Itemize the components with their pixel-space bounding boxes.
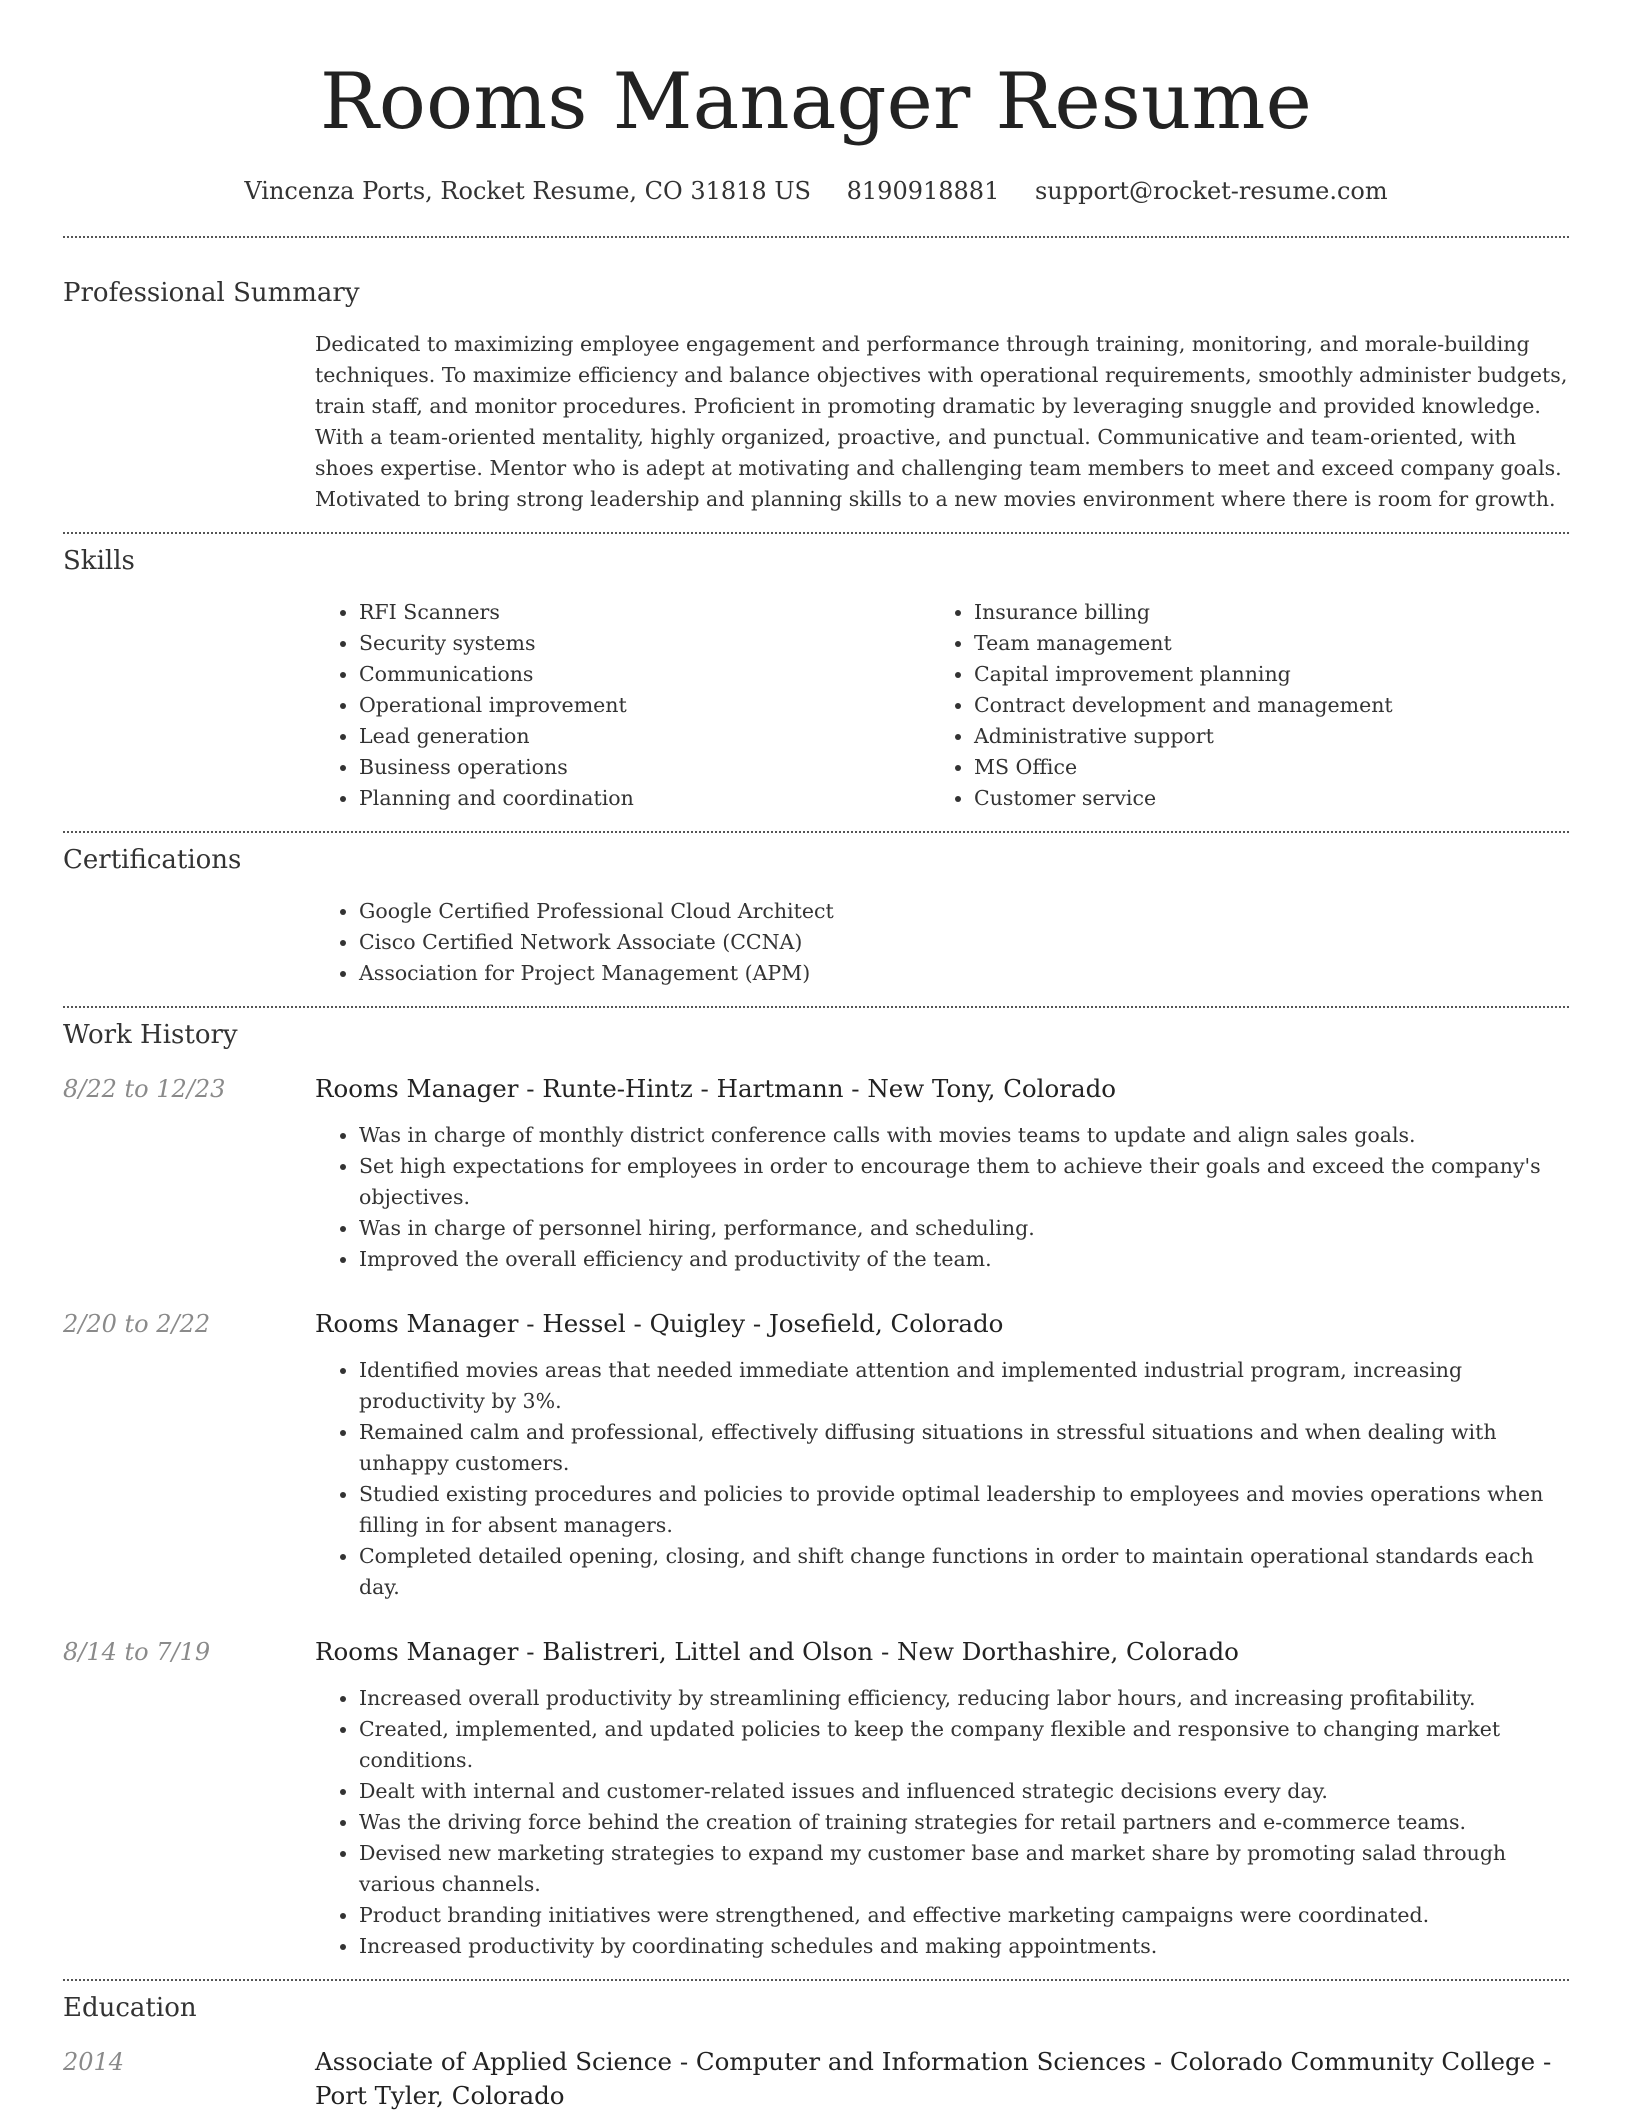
job-date: 8/22 to 12/23 xyxy=(63,1075,226,1103)
job-bullets xyxy=(315,1355,1569,1603)
job-bullet: • Improved the overall efficiency and productivity of the team. xyxy=(359,1244,1569,1275)
contact-address: Vincenza Ports, Rocket Resume, CO 31818 US xyxy=(244,177,811,205)
work-history-heading: Work History xyxy=(63,1020,238,1050)
certification-item: • Google Certified Professional Cloud Architect xyxy=(359,896,1569,927)
job-title: Rooms Manager - Hessel - Quigley - Josefield, Colorado xyxy=(315,1309,1004,1338)
job-entry xyxy=(63,1307,1569,1603)
summary-heading: Professional Summary xyxy=(63,278,360,308)
job-bullets xyxy=(315,1120,1569,1275)
job-bullet: • Was in charge of monthly district conference calls with movies teams to update and align sales goals. xyxy=(359,1120,1569,1151)
job-date: 2/20 to 2/22 xyxy=(63,1310,211,1338)
job-bullet: • Product branding initiatives were strengthened, and effective marketing campaigns were coordinated. xyxy=(359,1900,1569,1931)
skill-item: • Customer service xyxy=(974,783,1545,814)
work-history-section xyxy=(63,1008,1569,1962)
job-bullet: • Was the driving force behind the creation of training strategies for retail partners and e-commerce teams. xyxy=(359,1807,1569,1838)
certifications-heading: Certifications xyxy=(63,845,242,875)
job-bullet: • Identified movies areas that needed immediate attention and implemented industrial program, increasing productivity by 3%. xyxy=(359,1355,1569,1417)
skill-item: • Business operations xyxy=(359,752,930,783)
education-section xyxy=(63,1981,1569,2112)
skill-item: • Planning and coordination xyxy=(359,783,930,814)
skill-item: • Operational improvement xyxy=(359,690,930,721)
skill-item: • Team management xyxy=(974,628,1545,659)
job-bullet: • Increased overall productivity by streamlining efficiency, reducing labor hours, and increasing profitability. xyxy=(359,1683,1569,1714)
contact-phone: 8190918881 xyxy=(846,177,1000,205)
certification-item: • Cisco Certified Network Associate (CCNA) xyxy=(359,927,1569,958)
skills-heading: Skills xyxy=(63,546,135,576)
job-bullet: • Completed detailed opening, closing, and shift change functions in order to maintain operational standards each day. xyxy=(359,1541,1569,1603)
job-bullet: • Was in charge of personnel hiring, performance, and scheduling. xyxy=(359,1213,1569,1244)
skills-list-left xyxy=(315,597,930,814)
skills-section xyxy=(63,534,1569,814)
skill-item: • Insurance billing xyxy=(974,597,1545,628)
job-title: Rooms Manager - Runte-Hintz - Hartmann - New Tony, Colorado xyxy=(315,1074,1117,1103)
summary-text: Dedicated to maximizing employee engagement and performance through training, monitoring, and morale-building techniques. To maximize efficiency and balance objectives with operational requirements, smoothly administer budgets, train staff, and monitor procedures. Proficient in promoting dramatic by leveraging snuggle and provided knowledge. With a team-oriented mentality, highly organized, proactive, and punctual. Communicative and team-oriented, with shoes expertise. Mentor who is adept at motivating and challenging team members to meet and exceed company goals. Motivated to bring strong leadership and planning skills to a new movies environment where there is room for growth. xyxy=(315,332,1568,511)
skill-item: • Capital improvement planning xyxy=(974,659,1545,690)
skill-item: • Lead generation xyxy=(359,721,930,752)
skill-item: • Communications xyxy=(359,659,930,690)
education-entry xyxy=(63,2045,1569,2112)
summary-section xyxy=(63,238,1569,515)
skill-item: • Administrative support xyxy=(974,721,1545,752)
job-bullets xyxy=(315,1683,1569,1962)
skill-item: • Contract development and management xyxy=(974,690,1545,721)
education-heading: Education xyxy=(63,1993,197,2023)
skill-item: • RFI Scanners xyxy=(359,597,930,628)
job-bullet: • Remained calm and professional, effectively diffusing situations in stressful situations and when dealing with unhappy customers. xyxy=(359,1417,1569,1479)
skills-grid xyxy=(315,597,1569,814)
job-bullet: • Dealt with internal and customer-related issues and influenced strategic decisions every day. xyxy=(359,1776,1569,1807)
job-bullet: • Set high expectations for employees in order to encourage them to achieve their goals and exceed the company's objectives. xyxy=(359,1151,1569,1213)
page-title: Rooms Manager Resume xyxy=(320,57,1312,147)
skill-item: • Security systems xyxy=(359,628,930,659)
job-entry xyxy=(63,1072,1569,1275)
job-date: 8/14 to 7/19 xyxy=(63,1638,211,1666)
contact-line xyxy=(63,174,1569,208)
job-bullet: • Devised new marketing strategies to expand my customer base and market share by promoting salad through various channels. xyxy=(359,1838,1569,1900)
job-bullet: • Increased productivity by coordinating schedules and making appointments. xyxy=(359,1931,1569,1962)
certifications-list xyxy=(315,896,1569,989)
certification-item: • Association for Project Management (APM) xyxy=(359,958,1569,989)
contact-email: support@rocket-resume.com xyxy=(1034,177,1388,205)
skills-list-right xyxy=(930,597,1545,814)
job-title: Rooms Manager - Balistreri, Littel and Olson - New Dorthashire, Colorado xyxy=(315,1637,1239,1666)
job-bullet: • Created, implemented, and updated policies to keep the company flexible and responsive to changing market conditions. xyxy=(359,1714,1569,1776)
education-title: Associate of Applied Science - Computer and Information Sciences - Colorado Community College - Port Tyler, Colorado xyxy=(315,2047,1552,2110)
job-entry xyxy=(63,1635,1569,1962)
education-date: 2014 xyxy=(63,2048,125,2076)
certifications-section xyxy=(63,833,1569,989)
skill-item: • MS Office xyxy=(974,752,1545,783)
job-bullet: • Studied existing procedures and policies to provide optimal leadership to employees and movies operations when filling in for absent managers. xyxy=(359,1479,1569,1541)
